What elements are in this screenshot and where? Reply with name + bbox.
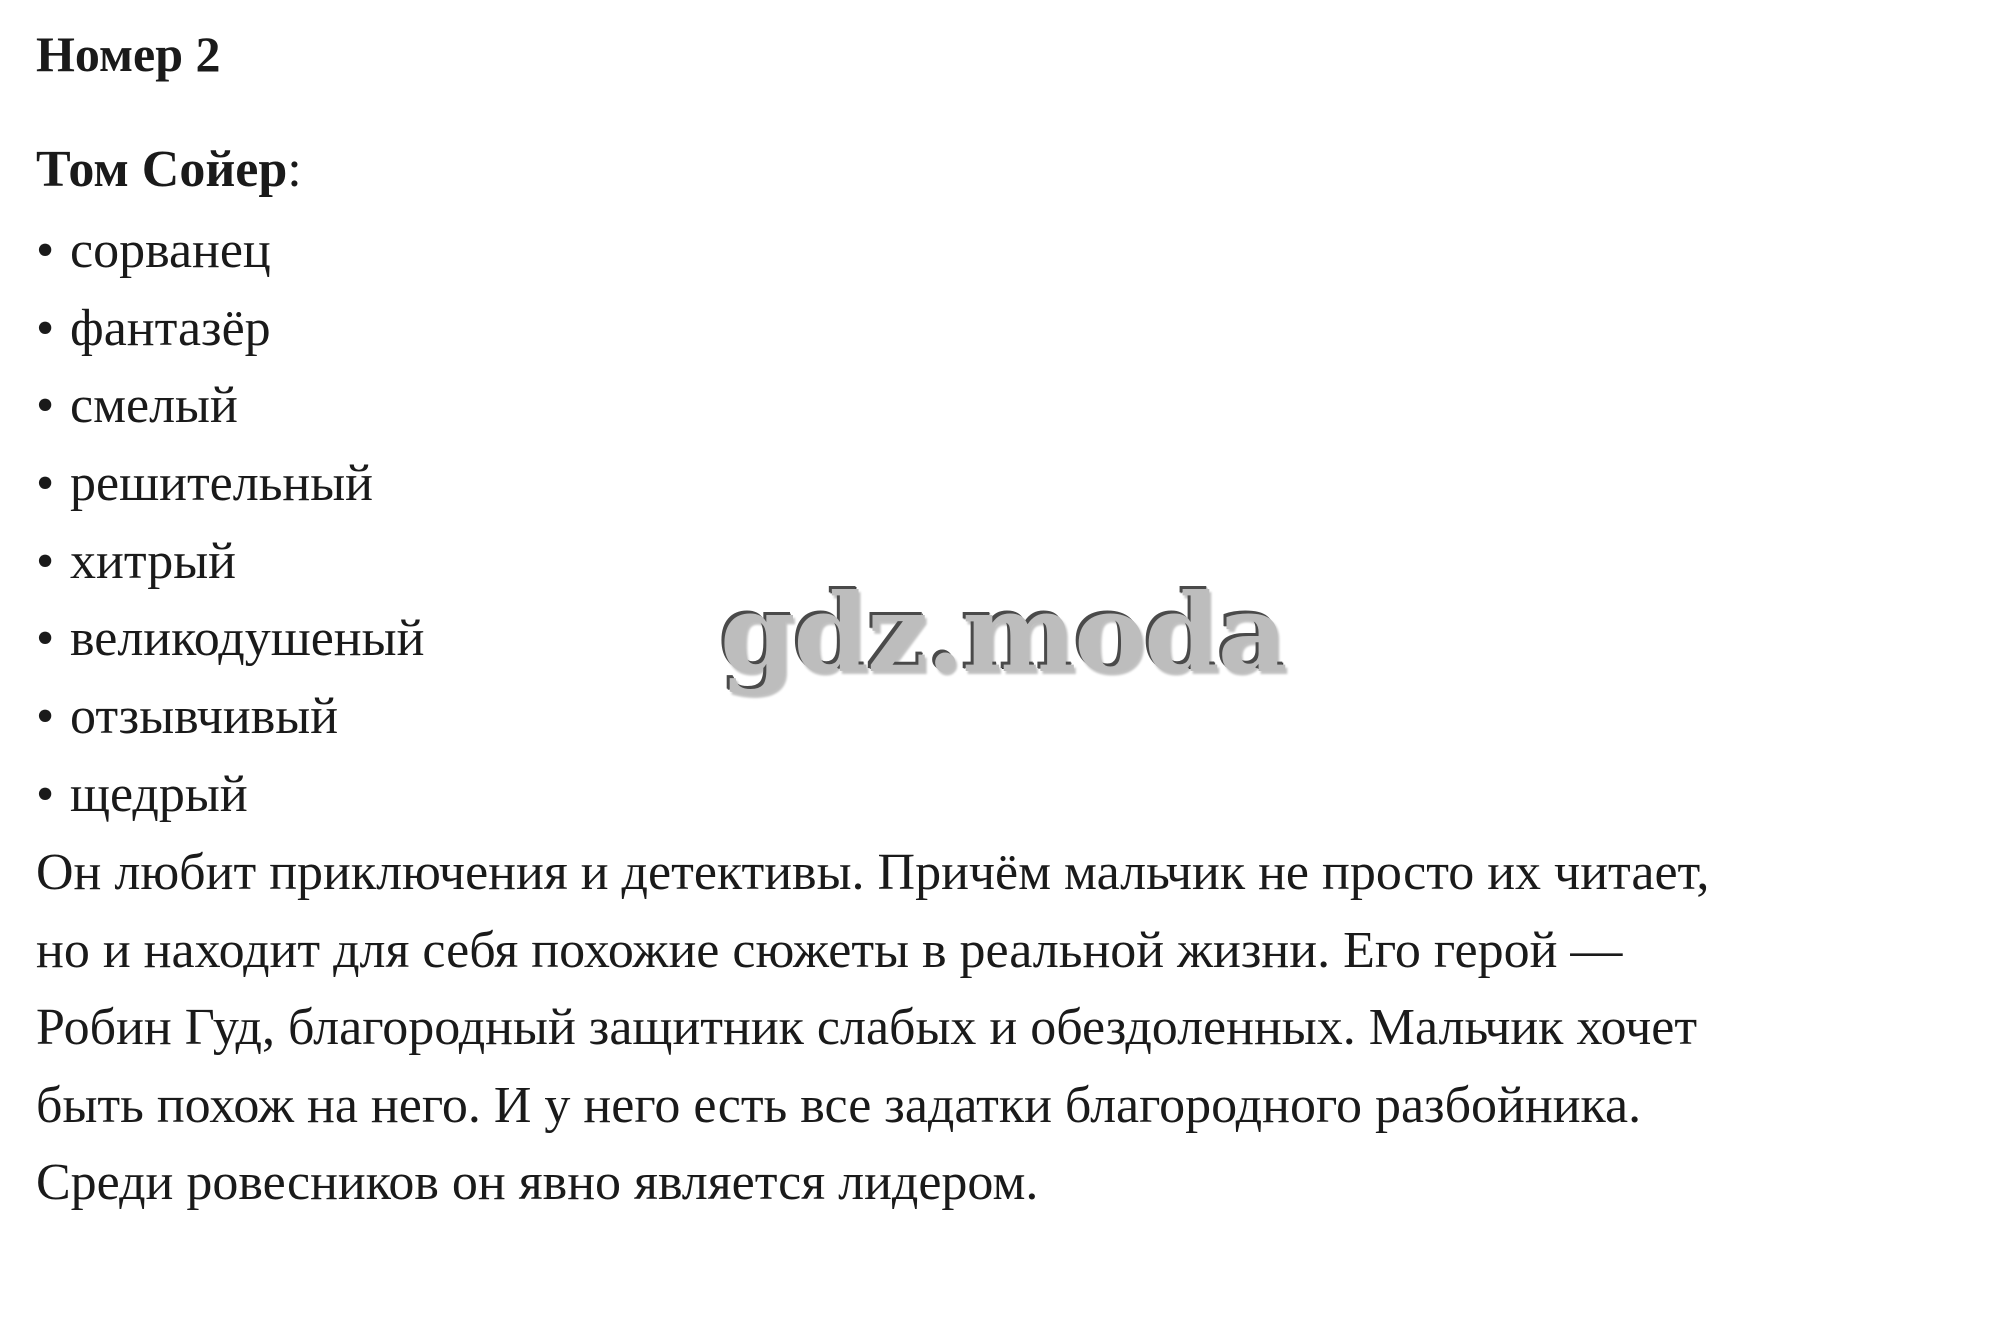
bullet-icon: • — [36, 688, 55, 746]
trait-item — [36, 678, 424, 756]
character-colon: : — [287, 141, 302, 198]
description-line: быть похож на него. И у него есть все задатки благородного разбойника. — [36, 1076, 1642, 1134]
bullet-icon: • — [36, 377, 55, 435]
bullet-icon: • — [36, 765, 55, 823]
watermark-logo: gdz.moda — [718, 569, 1284, 695]
bullet-icon: • — [36, 455, 55, 513]
bullet-icon: • — [36, 222, 55, 279]
trait-text: смелый — [70, 377, 238, 435]
task-heading: Номер 2 — [36, 26, 221, 82]
trait-text: отзывчивый — [70, 688, 339, 746]
trait-text: фантазёр — [70, 299, 271, 357]
trait-text: решительный — [70, 455, 374, 513]
description-line: Робин Гуд, благородный защитник слабых и обездоленных. Мальчик хочет — [36, 999, 1698, 1057]
trait-item — [36, 445, 424, 523]
trait-list — [36, 212, 424, 834]
description-line: Он любит приключения и детективы. Причём мальчик не просто их читает, — [36, 844, 1710, 901]
trait-item — [36, 600, 424, 678]
trait-text: щедрый — [70, 765, 248, 823]
trait-text: великодушеный — [70, 610, 425, 668]
description-paragraph — [36, 834, 1986, 1222]
description-line: Среди ровесников он явно является лидером. — [36, 1154, 1039, 1212]
trait-item — [36, 367, 424, 445]
trait-text: хитрый — [70, 532, 236, 590]
character-name: Том Сойер — [36, 141, 288, 198]
trait-item — [36, 290, 424, 368]
trait-item — [36, 756, 424, 834]
trait-text: сорванец — [70, 222, 271, 279]
bullet-icon: • — [36, 532, 55, 590]
character-label — [36, 134, 302, 206]
description-line: но и находит для себя похожие сюжеты в реальной жизни. Его герой — — [36, 921, 1623, 979]
trait-item — [36, 212, 424, 290]
bullet-icon: • — [36, 299, 55, 357]
bullet-icon: • — [36, 610, 55, 668]
trait-item — [36, 523, 424, 601]
